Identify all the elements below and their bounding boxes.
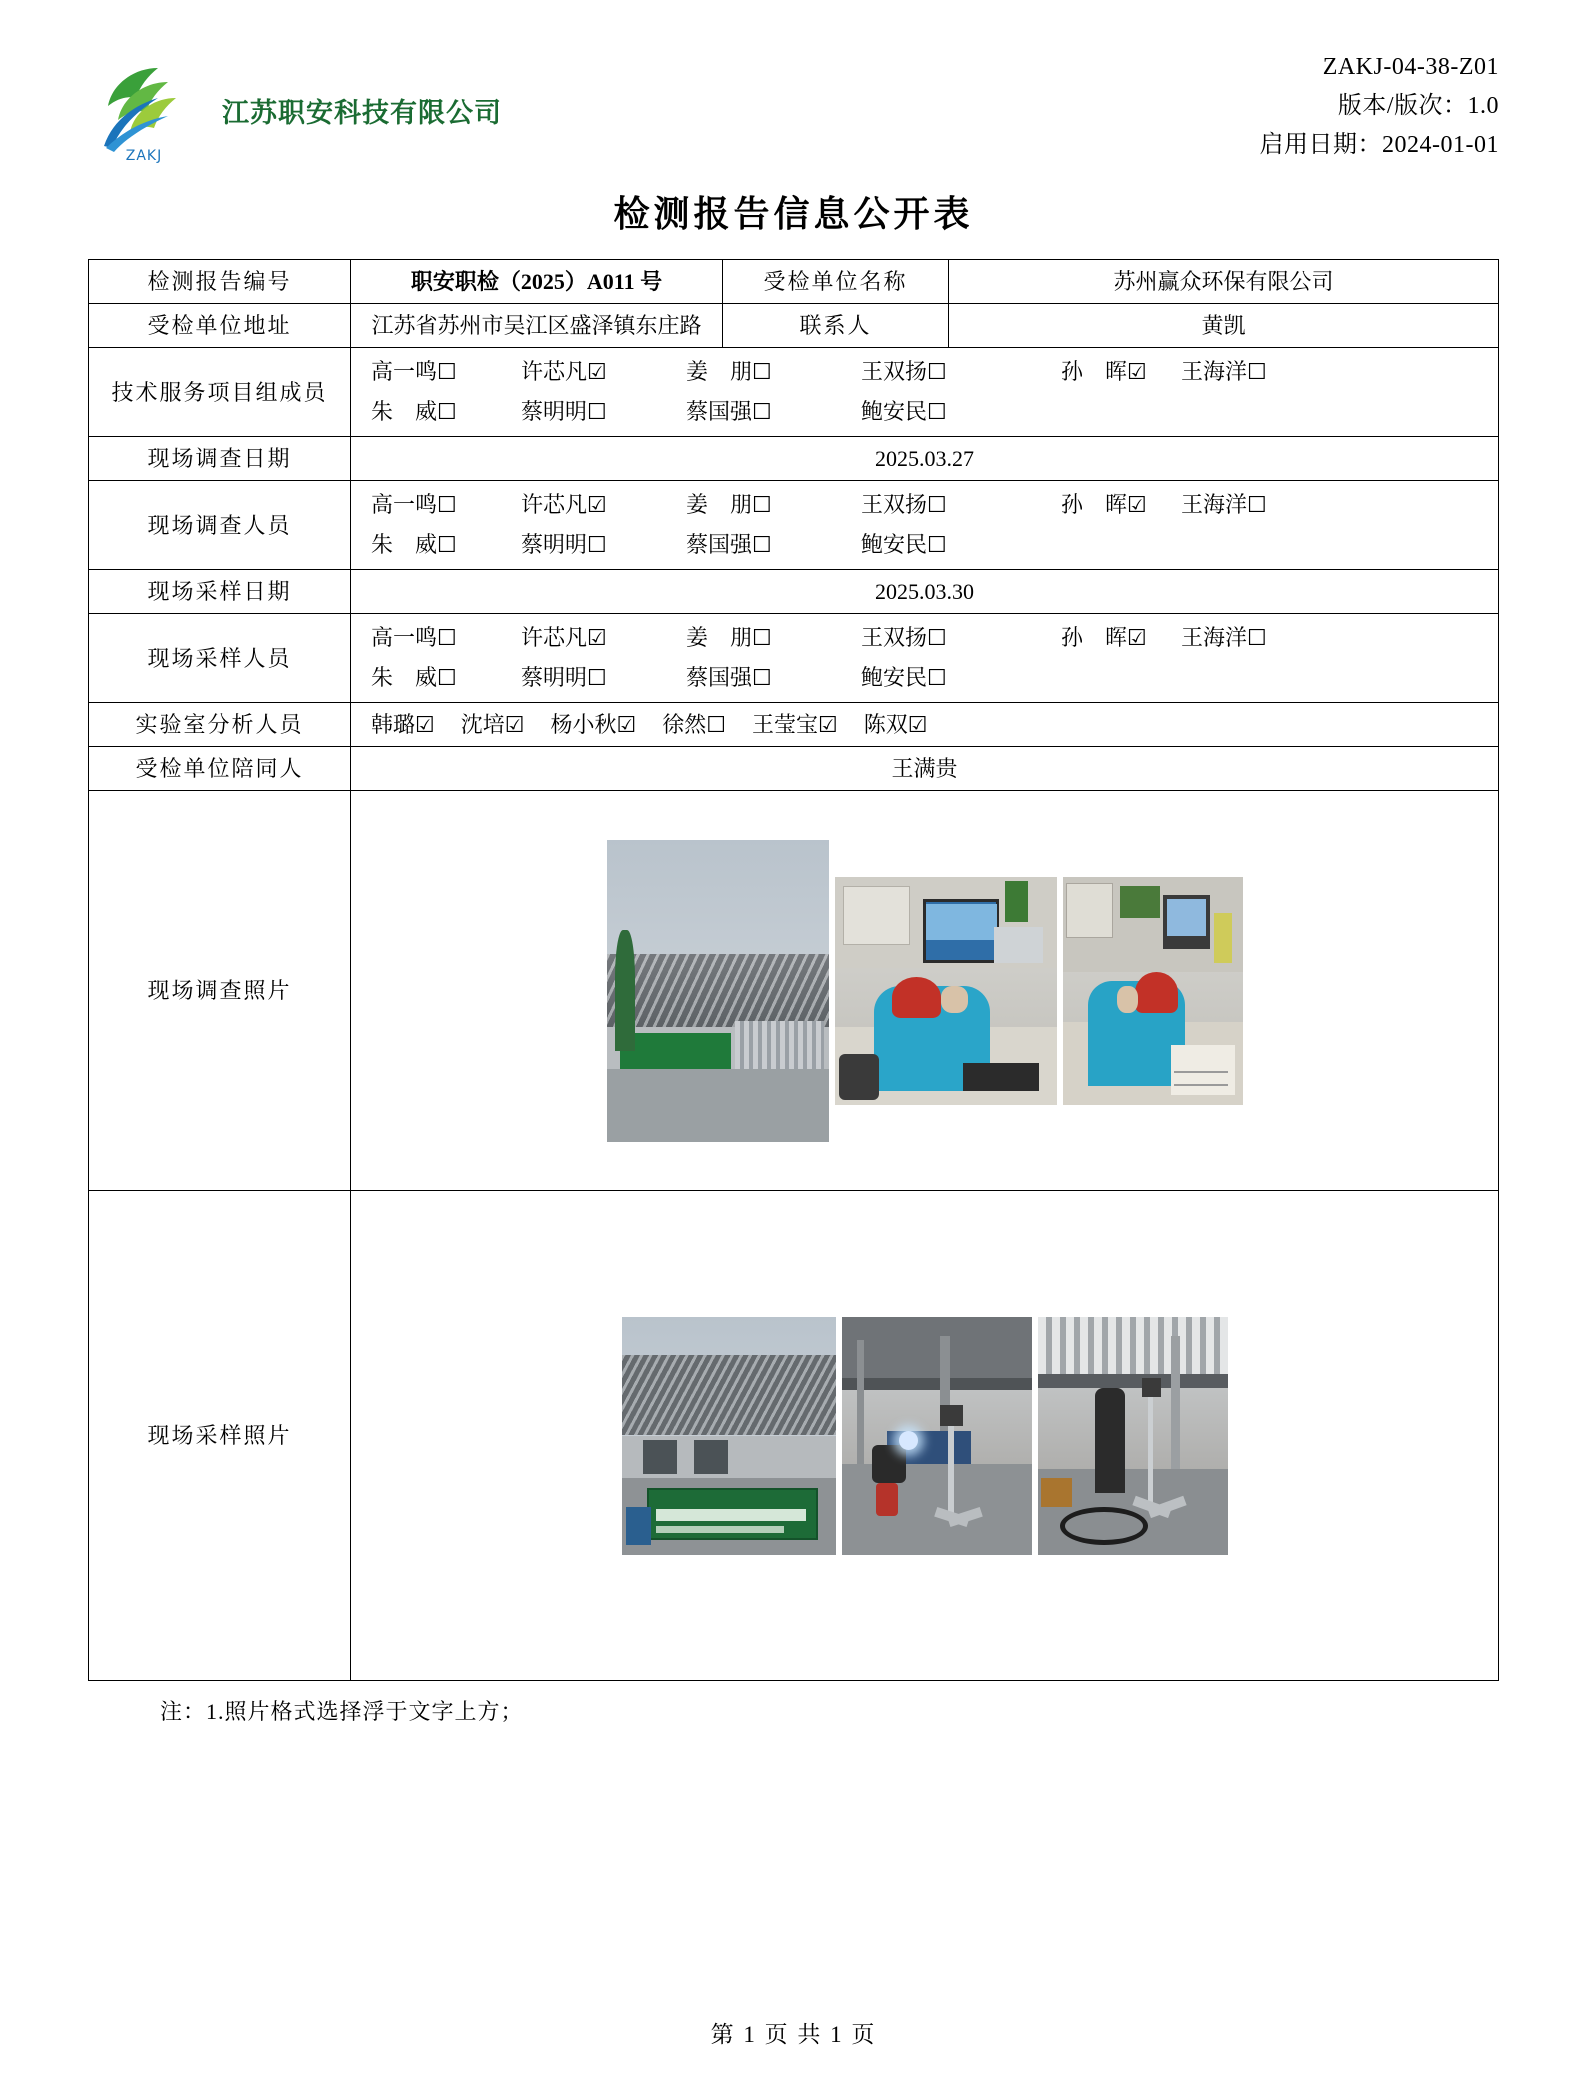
sampling-people-cell <box>351 614 1499 703</box>
accompany-value: 王满贵 <box>351 747 1499 791</box>
person-name: 朱 威 <box>371 665 438 690</box>
checkbox-unchecked-icon[interactable]: ☐ <box>927 533 947 558</box>
person-name: 沈培 <box>460 711 505 737</box>
survey-photo-group <box>357 795 1492 1186</box>
person-checkbox-team-1[interactable] <box>521 355 686 389</box>
person-name: 徐然 <box>662 711 707 737</box>
sampling-photo-group <box>357 1195 1492 1676</box>
checkbox-checked-icon[interactable]: ☑ <box>587 626 607 651</box>
checkbox-unchecked-icon[interactable]: ☐ <box>437 533 457 558</box>
person-name: 孙 晖 <box>1061 492 1128 517</box>
person-name: 高一鸣 <box>371 492 438 517</box>
person-name: 鲍安民 <box>861 532 928 557</box>
person-checkbox-lab-5[interactable] <box>864 708 928 742</box>
photo-sampling-3 <box>1038 1317 1228 1555</box>
checkbox-checked-icon[interactable]: ☑ <box>504 712 525 738</box>
person-name: 王双扬 <box>861 625 928 650</box>
person-name: 朱 威 <box>371 399 438 424</box>
person-checkbox-grid-survey <box>357 485 1492 565</box>
table-row <box>89 703 1499 747</box>
person-checkbox-sampling-5[interactable] <box>1181 621 1341 655</box>
person-name: 蔡国强 <box>686 665 753 690</box>
checkbox-unchecked-icon[interactable]: ☐ <box>927 360 947 385</box>
person-name: 王海洋 <box>1181 492 1248 517</box>
table-row <box>89 304 1499 348</box>
table-row <box>89 614 1499 703</box>
report-no-value: 职安职检（2025）A011 号 <box>351 260 723 304</box>
lab-label: 实验室分析人员 <box>89 703 351 747</box>
person-checkbox-lab-1[interactable] <box>461 708 525 742</box>
checkbox-unchecked-icon[interactable]: ☐ <box>927 400 947 425</box>
person-checkbox-team-6[interactable] <box>371 395 521 429</box>
person-name: 杨小秋 <box>550 711 617 737</box>
survey-people-cell <box>351 481 1499 570</box>
table-row <box>89 260 1499 304</box>
person-name: 王海洋 <box>1181 625 1248 650</box>
person-name: 蔡明明 <box>521 532 588 557</box>
checkbox-checked-icon[interactable]: ☑ <box>1127 360 1147 385</box>
person-checkbox-survey-8[interactable] <box>686 528 861 562</box>
person-name: 蔡明明 <box>521 399 588 424</box>
page-number: 第 1 页 共 1 页 <box>710 2022 877 2047</box>
checkbox-unchecked-icon[interactable]: ☐ <box>1247 626 1267 651</box>
person-name: 孙 晖 <box>1061 359 1128 384</box>
checkbox-checked-icon[interactable]: ☑ <box>907 712 928 738</box>
photo-survey-1 <box>607 840 829 1142</box>
person-checkbox-sampling-4[interactable] <box>1061 621 1181 655</box>
table-row <box>89 791 1499 1191</box>
person-checkbox-lab-2[interactable] <box>551 708 637 742</box>
photo-survey-2 <box>835 877 1057 1105</box>
checkbox-checked-icon[interactable]: ☑ <box>587 360 607 385</box>
table-row <box>89 437 1499 481</box>
sampling-date-label: 现场采样日期 <box>89 570 351 614</box>
checkbox-unchecked-icon[interactable]: ☐ <box>927 626 947 651</box>
person-checkbox-grid-lab <box>357 708 1492 742</box>
person-checkbox-survey-4[interactable] <box>1061 488 1181 522</box>
page-header <box>88 40 1499 164</box>
checkbox-checked-icon[interactable]: ☑ <box>1127 626 1147 651</box>
person-checkbox-team-0[interactable] <box>371 355 521 389</box>
person-name: 姜 朋 <box>686 492 753 517</box>
person-checkbox-lab-0[interactable] <box>371 708 435 742</box>
person-checkbox-sampling-8[interactable] <box>686 661 861 695</box>
checkbox-checked-icon[interactable]: ☑ <box>1127 493 1147 518</box>
svg-text:ZAKJ: ZAKJ <box>125 148 163 164</box>
checkbox-unchecked-icon[interactable]: ☐ <box>752 626 772 651</box>
person-checkbox-team-2[interactable] <box>686 355 861 389</box>
sampling-date-value: 2025.03.30 <box>351 570 1499 614</box>
table-row <box>89 747 1499 791</box>
report-no-label: 检测报告编号 <box>89 260 351 304</box>
checkbox-unchecked-icon[interactable]: ☐ <box>437 360 457 385</box>
checkbox-unchecked-icon[interactable]: ☐ <box>927 493 947 518</box>
person-name: 王双扬 <box>861 359 928 384</box>
person-checkbox-sampling-3[interactable] <box>861 621 1061 655</box>
person-checkbox-survey-6[interactable] <box>371 528 521 562</box>
checkbox-unchecked-icon[interactable]: ☐ <box>706 712 726 738</box>
person-checkbox-lab-3[interactable] <box>662 708 726 742</box>
company-name: 江苏职安科技有限公司 <box>222 97 502 129</box>
checkbox-unchecked-icon[interactable]: ☐ <box>752 493 772 518</box>
person-checkbox-survey-7[interactable] <box>521 528 686 562</box>
team-members-cell <box>351 348 1499 437</box>
photo-sampling-1 <box>622 1317 836 1555</box>
checkbox-unchecked-icon[interactable]: ☐ <box>1247 360 1267 385</box>
table-row <box>89 570 1499 614</box>
person-checkbox-team-4[interactable] <box>1061 355 1181 389</box>
footnote: 注：1.照片格式选择浮于文字上方； <box>160 1699 524 1724</box>
person-checkbox-sampling-7[interactable] <box>521 661 686 695</box>
doc-version: 版本/版次：1.0 <box>1337 92 1499 119</box>
person-checkbox-team-5[interactable] <box>1181 355 1341 389</box>
person-checkbox-sampling-1[interactable] <box>521 621 686 655</box>
checkbox-checked-icon[interactable]: ☑ <box>818 712 838 738</box>
person-checkbox-survey-3[interactable] <box>861 488 1061 522</box>
person-name: 蔡国强 <box>686 399 753 424</box>
sampling-photo-cell <box>351 1191 1499 1681</box>
person-checkbox-team-3[interactable] <box>861 355 1061 389</box>
survey-people-label: 现场调查人员 <box>89 481 351 570</box>
checkbox-unchecked-icon[interactable]: ☐ <box>752 400 772 425</box>
client-label: 受检单位名称 <box>723 260 949 304</box>
company-brand <box>88 40 502 166</box>
person-checkbox-sampling-0[interactable] <box>371 621 521 655</box>
person-name: 鲍安民 <box>861 399 928 424</box>
person-name: 朱 威 <box>371 532 438 557</box>
checkbox-checked-icon[interactable]: ☑ <box>415 712 435 738</box>
page-title: 检测报告信息公开表 <box>613 194 974 235</box>
report-info-table <box>88 259 1499 1681</box>
company-logo <box>88 54 200 166</box>
person-name: 蔡明明 <box>521 665 588 690</box>
checkbox-unchecked-icon[interactable]: ☐ <box>587 400 607 425</box>
checkbox-unchecked-icon[interactable]: ☐ <box>437 493 457 518</box>
contact-value: 黄凯 <box>949 304 1499 348</box>
checkbox-unchecked-icon[interactable]: ☐ <box>752 360 772 385</box>
photo-survey-3 <box>1063 877 1243 1105</box>
person-name: 孙 晖 <box>1061 625 1128 650</box>
table-row <box>89 1191 1499 1681</box>
doc-effective-date: 启用日期：2024-01-01 <box>1259 131 1499 158</box>
checkbox-unchecked-icon[interactable]: ☐ <box>587 533 607 558</box>
person-name: 姜 朋 <box>686 625 753 650</box>
client-value: 苏州赢众环保有限公司 <box>949 260 1499 304</box>
person-checkbox-lab-4[interactable] <box>752 708 838 742</box>
survey-photo-cell <box>351 791 1499 1191</box>
address-label: 受检单位地址 <box>89 304 351 348</box>
checkbox-unchecked-icon[interactable]: ☐ <box>437 626 457 651</box>
person-name: 韩璐 <box>371 711 416 737</box>
checkbox-unchecked-icon[interactable]: ☐ <box>927 666 947 691</box>
person-name: 姜 朋 <box>686 359 753 384</box>
sampling-people-label: 现场采样人员 <box>89 614 351 703</box>
table-row <box>89 348 1499 437</box>
person-name: 许芯凡 <box>521 359 588 384</box>
checkbox-unchecked-icon[interactable]: ☐ <box>437 400 457 425</box>
photo-sampling-2 <box>842 1317 1032 1555</box>
person-checkbox-survey-9[interactable] <box>861 528 1061 562</box>
checkbox-unchecked-icon[interactable]: ☐ <box>1247 493 1267 518</box>
team-label: 技术服务项目组成员 <box>89 348 351 437</box>
person-name: 王莹宝 <box>752 711 819 737</box>
lab-people-cell <box>351 703 1499 747</box>
person-checkbox-survey-0[interactable] <box>371 488 521 522</box>
survey-date-label: 现场调查日期 <box>89 437 351 481</box>
person-name: 陈双 <box>863 711 908 737</box>
person-name: 蔡国强 <box>686 532 753 557</box>
sampling-photo-label: 现场采样照片 <box>89 1191 351 1681</box>
checkbox-unchecked-icon[interactable]: ☐ <box>587 666 607 691</box>
person-name: 高一鸣 <box>371 625 438 650</box>
doc-code: ZAKJ-04-38-Z01 <box>1322 54 1499 80</box>
checkbox-unchecked-icon[interactable]: ☐ <box>437 666 457 691</box>
person-checkbox-sampling-9[interactable] <box>861 661 1061 695</box>
person-checkbox-grid-team <box>357 352 1492 432</box>
person-checkbox-sampling-6[interactable] <box>371 661 521 695</box>
person-checkbox-survey-5[interactable] <box>1181 488 1341 522</box>
person-checkbox-team-8[interactable] <box>686 395 861 429</box>
checkbox-unchecked-icon[interactable]: ☐ <box>752 666 772 691</box>
person-checkbox-grid-sampling <box>357 618 1492 698</box>
person-checkbox-team-7[interactable] <box>521 395 686 429</box>
header-meta <box>1260 40 1499 165</box>
person-name: 许芯凡 <box>521 492 588 517</box>
person-checkbox-survey-1[interactable] <box>521 488 686 522</box>
checkbox-unchecked-icon[interactable]: ☐ <box>752 533 772 558</box>
person-name: 王双扬 <box>861 492 928 517</box>
contact-label: 联系人 <box>723 304 949 348</box>
person-checkbox-team-9[interactable] <box>861 395 1061 429</box>
person-name: 王海洋 <box>1181 359 1248 384</box>
survey-photo-label: 现场调查照片 <box>89 791 351 1191</box>
person-name: 高一鸣 <box>371 359 438 384</box>
checkbox-checked-icon[interactable]: ☑ <box>587 493 607 518</box>
accompany-label: 受检单位陪同人 <box>89 747 351 791</box>
survey-date-value: 2025.03.27 <box>351 437 1499 481</box>
person-name: 鲍安民 <box>861 665 928 690</box>
person-name: 许芯凡 <box>521 625 588 650</box>
checkbox-checked-icon[interactable]: ☑ <box>616 712 637 738</box>
person-checkbox-survey-2[interactable] <box>686 488 861 522</box>
person-checkbox-sampling-2[interactable] <box>686 621 861 655</box>
table-row <box>89 481 1499 570</box>
address-value: 江苏省苏州市吴江区盛泽镇东庄路 <box>351 304 723 348</box>
